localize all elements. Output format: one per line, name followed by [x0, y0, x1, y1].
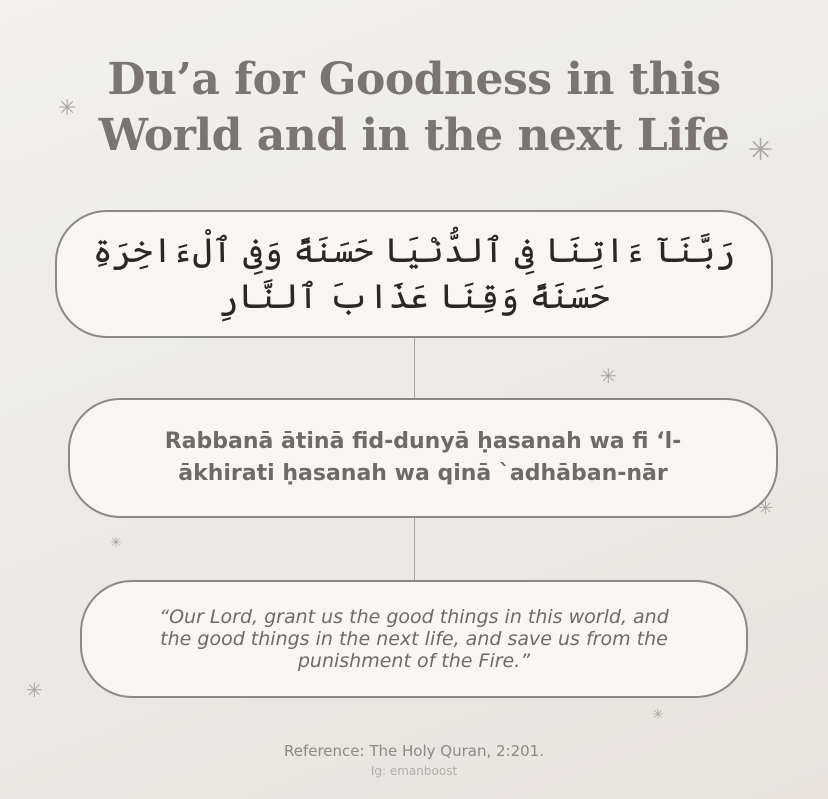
sparkle-icon: ✳	[748, 133, 774, 168]
translation-line-1: “Our Lord, grant us the good things in this world, and	[159, 606, 669, 628]
sparkle-icon: ✳	[600, 364, 617, 388]
sparkle-icon: ✳	[652, 707, 664, 723]
translation-line-3: punishment of the Fire.”	[297, 650, 531, 672]
connector-line	[414, 518, 415, 580]
connector-line	[414, 338, 415, 398]
arabic-line-1: رَبَّنَآ ءَاتِنَا فِى ٱلدُّنْيَا حَسَنَةً وَفِى ٱلْءَاخِرَةِ	[92, 231, 736, 271]
translation-card	[80, 580, 748, 698]
sparkle-icon: ✳	[26, 678, 43, 702]
sparkle-icon: ✳	[758, 498, 774, 519]
transliteration-line-1: Rabbanā ātinā fid-dunyā ḥasanah wa fi ‘l-	[164, 429, 682, 454]
title-line-1: Du’a for Goodness in this	[107, 54, 721, 105]
page-title	[0, 52, 828, 168]
translation-line-2: the good things in the next life, and save us from the	[160, 628, 668, 650]
title-line-2: World and in the next Life	[98, 110, 730, 161]
transliteration-line-2: ākhirati ḥasanah wa qinā `adhāban-nār	[178, 461, 668, 486]
sparkle-icon: ✳	[110, 535, 122, 551]
arabic-card	[55, 210, 773, 338]
reference-text: Reference: The Holy Quran, 2:201.	[283, 742, 544, 760]
sparkle-icon: ✳	[58, 96, 77, 121]
instagram-handle: Ig: emanboost	[370, 764, 458, 778]
arabic-line-2: حَسَنَةً وَقِنَا عَذَابَ ٱلنَّارِ	[218, 277, 610, 317]
transliteration-card	[68, 398, 778, 518]
